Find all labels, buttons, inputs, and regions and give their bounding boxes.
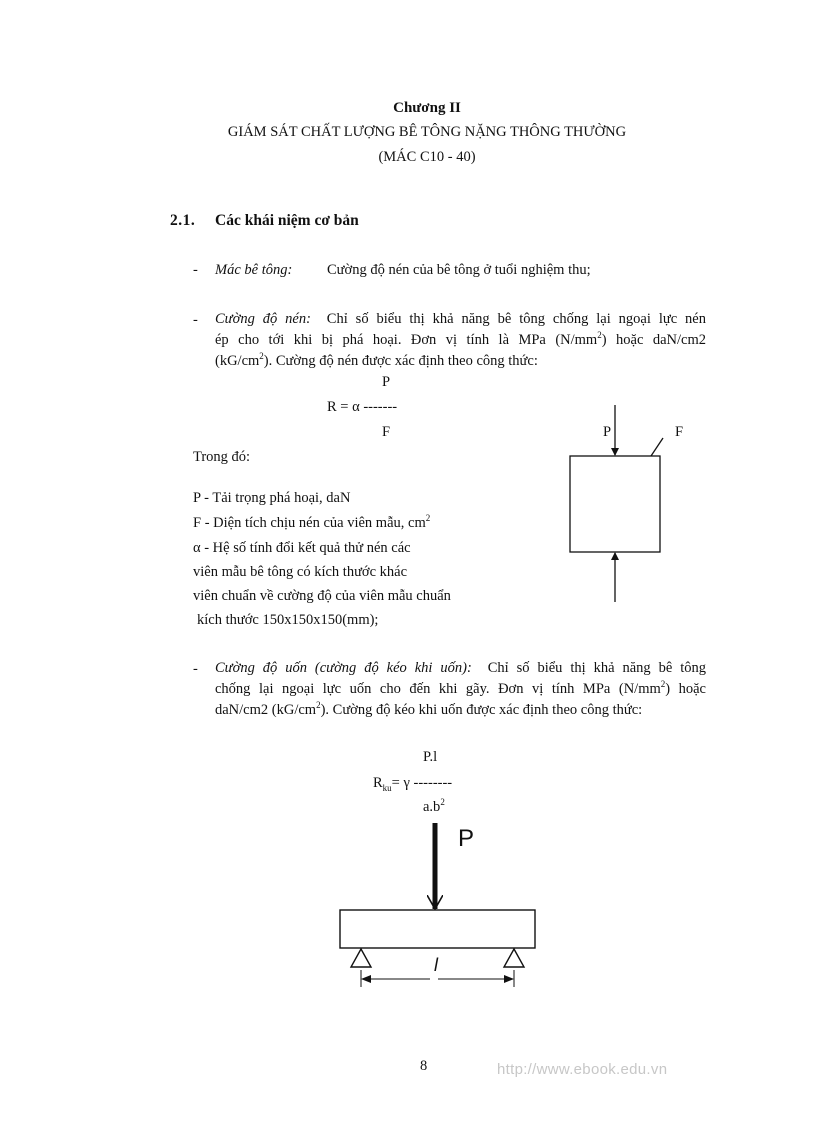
where-alpha-1: α - Hệ số tính đổi kết quả thử nén các [193,540,411,556]
chapter-subtitle: (MÁC C10 - 40) [378,149,476,165]
bullet-uon-line1: Cường độ uốn (cường độ kéo khi uốn): Chỉ số biểu thị khả năng bê tông [215,660,707,676]
figure-label-F: F [675,424,684,440]
formula-bending-numerator: P.l [423,749,438,765]
page-number: 8 [420,1058,428,1074]
chapter-title: GIÁM SÁT CHẤT LƯỢNG BÊ TÔNG NẶNG THÔNG THƯỜNG [227,124,627,140]
beam-label-l: l [434,955,438,975]
bullet-nen-line3: $(kG/cm^2)$. Cường độ nén được xác định theo công thức: [215,351,538,369]
specimen-cube [570,456,660,552]
bullet-nen-term: Cường độ nén: [215,311,311,327]
where-alpha-2: viên mẫu bê tông có kích thước khác [193,564,408,580]
formula-compression-lhs: R = α ------- [327,399,398,415]
formula-compression-denominator: F [382,424,391,440]
where-alpha-4: kích thước 150x150x150(mm); [197,612,379,628]
bullet-dash: - [193,312,198,328]
where-alpha-3: viên chuẩn về cường độ của viên mẫu chuẩn [193,588,451,604]
bullet-nen-line2: ép cho tới khi bị phá hoại. Đơn vị tính là MPa $(N/mm^2)$ hoặc daN/cm2 [215,330,706,348]
left-support [351,949,371,967]
formula-compression-numerator: P [382,374,391,390]
where-heading: Trong đó: [193,449,251,465]
bullet-mac-term: Mác bê tông: [215,262,293,278]
bullet-uon-line3: daN/cm2 $(kG/cm^2)$. Cường độ kéo khi uốn được xác định theo công thức: [215,700,643,718]
area-leader-line [651,438,663,456]
bullet-uon-term: Cường độ uốn (cường độ kéo khi uốn): [215,660,472,676]
beam [340,910,535,948]
compression-specimen-figure [560,400,690,610]
bullet-dash: - [193,661,198,677]
where-P: P - Tải trọng phá hoại, daN [193,490,351,506]
bullet-nen-line1: Cường độ nén: Chỉ số biểu thị khả năng bê tông chống lại ngoại lực nén [215,311,706,327]
bullet-mac-text: Cường độ nén của bê tông ở tuổi nghiệm thu; [327,262,591,278]
beam-label-P: P [458,825,475,852]
where-F: F - Diện tích chịu nén của viên mẫu, $cm^2$ [193,513,431,531]
formula-bending-denominator: $a.b^2$ [423,797,445,815]
section-number: 2.1. [170,212,196,229]
bullet-dash: - [193,262,198,278]
right-support [504,949,524,967]
formula-bending-lhs: $R_{ku}= \gamma$ -------- [373,775,453,793]
bullet-uon-line2: chống lại ngoại lực uốn cho đến khi gãy. Đơn vị tính MPa $(N/mm^2)$ hoặc [215,679,706,697]
section-title: Các khái niệm cơ bản [215,212,359,229]
figure-label-P: P [603,424,612,440]
chapter-label: Chương II [393,100,461,116]
watermark-url: http://www.ebook.edu.vn [497,1061,668,1078]
beam-bending-figure [330,815,550,995]
